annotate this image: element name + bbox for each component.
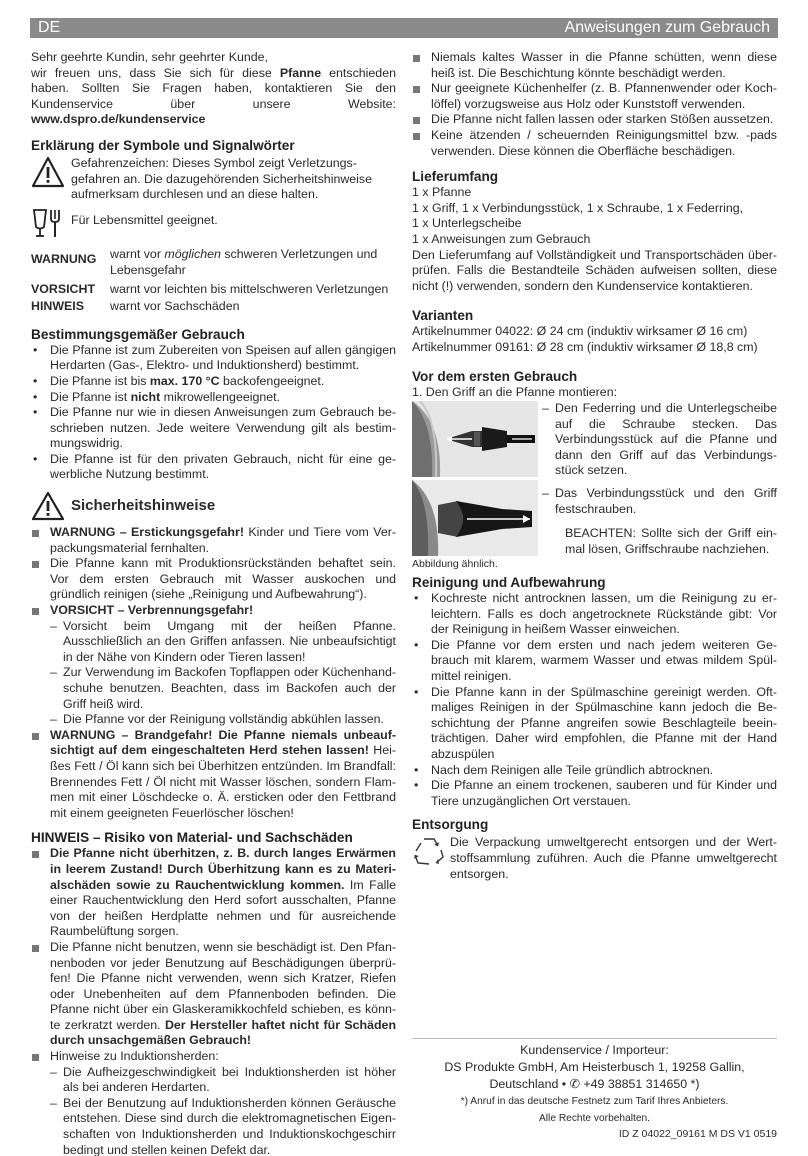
warnung-text	[110, 247, 396, 278]
reinigung-list	[412, 591, 777, 809]
assembly-steps	[542, 401, 777, 517]
intro-text: wir freuen uns, dass Sie sich für diese	[31, 65, 280, 80]
lieferumfang-item: 1 x Anweisungen zum Gebrauch	[412, 231, 591, 246]
list-item	[31, 603, 396, 728]
right-column	[412, 50, 777, 882]
list-item: • Die Pfanne vor dem ersten und nach jedem weiteren Gebrauch mit klarem, warmem Wasser und etwas mildem Spülmittel reinigen.	[412, 638, 777, 685]
sub-list	[50, 1065, 396, 1156]
warning-triangle-icon	[31, 491, 65, 521]
variant-item: Artikelnummer 04022: Ø 24 cm (induktiv wirksamer Ø 16 cm)	[412, 324, 748, 339]
sub-item: – Die Pfanne vor der Reinigung vollständig abkühlen lassen.	[50, 712, 396, 728]
danger-symbol-text: Gefahrenzeichen: Dieses Symbol zeigt Verletzungsgefahren an. Die dazugehörenden Sicherheitshinweise aufmerksam durchlesen und an diese halten.	[71, 155, 373, 202]
signal-hinweis	[31, 299, 396, 315]
item-bold: nicht	[130, 389, 161, 404]
signal-warnung	[31, 247, 396, 278]
assembly-instructions	[542, 401, 777, 557]
list-item	[31, 940, 396, 1049]
sub-item: – Die Aufheizgeschwindigkeit bei Induktionsherden ist höher als bei anderen Herdarten.	[50, 1065, 396, 1096]
item-bold: max. 170 °C	[149, 373, 220, 388]
list-item: • Kochreste nicht antrocknen lassen, um die Reinigung zu erleichtern. Falls es doch angetrocknete Rückstände gibt: Vor der Reinigung in heißem Wasser einweichen.	[412, 591, 777, 638]
sicherheit-heading: Sicherheitshinweise	[71, 497, 216, 515]
assembly-step: – Das Verbindungsstück und den Griff festschrauben.	[542, 486, 777, 517]
sicherheit-list	[31, 525, 396, 821]
variant-item: Artikelnummer 09161: Ø 28 cm (induktiv wirksamer Ø 18,8 cm)	[412, 339, 758, 354]
lieferumfang-note: Den Lieferumfang auf Vollständigkeit und Transportschäden überprüfen. Falls die Bestandteile Schäden aufweisen sollten, diese nicht (!) verwenden, sondern den Kundenservice kontaktieren.	[412, 247, 777, 293]
item-bold: Der Hersteller haftet nicht für Schäden durch unsachgemäßen Gebrauch!	[50, 1017, 397, 1048]
list-item: Niemals kaltes Wasser in die Pfanne schütten, wenn diese heiß ist. Die Beschichtung könnte beschädigt werden.	[412, 50, 777, 81]
item-text: mikrowellengeeignet.	[160, 389, 281, 404]
greeting: Sehr geehrte Kundin, sehr geehrter Kunde,	[31, 50, 268, 64]
warnung-text-a: warnt vor	[110, 247, 165, 262]
warnung-text-c: schweren Verletzungen und Lebensgefahr	[110, 247, 378, 277]
list-item: • Die Pfanne an einem trockenen, sauberen und für Kinder und Tiere unzugänglichen Ort verstauen.	[412, 778, 777, 809]
item-bold: VORSICHT – Verbrennungsgefahr!	[50, 603, 254, 618]
page-header	[30, 18, 778, 38]
signal-vorsicht	[31, 282, 396, 298]
item-text: backofengeeignet.	[219, 373, 325, 388]
item-text: Die Pfanne ist bis	[50, 373, 150, 388]
list-item: • Nach dem Reinigen alle Teile gründlich abtrocknen.	[412, 763, 777, 779]
assembly-note: BEACHTEN: Sollte sich der Griff einmal lösen, Griffschraube nachziehen.	[565, 526, 777, 556]
document-title: Anweisungen zum Gebrauch	[564, 19, 770, 37]
list-item	[31, 846, 396, 940]
list-item: • Die Pfanne ist für den privaten Gebrauch, nicht für eine gewerbliche Nutzung bestimmt.	[31, 452, 396, 483]
food-symbol-row	[31, 207, 396, 244]
symbols-heading: Erklärung der Symbole und Signalwörter	[31, 137, 295, 153]
step-1: 1. Den Griff an die Pfanne montieren:	[412, 384, 618, 399]
figure-caption: Abbildung ähnlich.	[412, 558, 498, 571]
list-item: Keine ätzenden / scheuernden Reinigungsmittel bzw. -pads verwenden. Diese können die Oberfläche beschädigen.	[412, 128, 777, 159]
vorsicht-text: warnt vor leichten bis mittelschweren Verletzungen	[110, 281, 389, 296]
list-item: Die Pfanne nicht fallen lassen oder starken Stößen aussetzen.	[412, 112, 777, 128]
list-item	[31, 728, 396, 822]
document-id: ID Z 04022_09161 M DS V1 0519	[618, 1128, 777, 1140]
list-item: Die Pfanne kann mit Produktionsrückständen behaftet sein. Vor dem ersten Gebrauch mit Wasser auskochen und gründlich reinigen (siehe „Reinigung und Aufbewahrung“).	[31, 556, 396, 603]
list-item	[31, 390, 396, 406]
list-item: • Die Pfanne ist zum Zubereiten von Speisen auf allen gängigen Herdarten (Gas-, Elektro- und Induktionsherd) bestimmt.	[31, 343, 396, 374]
list-item	[31, 374, 396, 390]
website-link[interactable]: www.dspro.de/kundenservice	[31, 112, 206, 127]
hinweis-label: HINWEIS	[31, 299, 85, 314]
lieferumfang-heading: Lieferumfang	[412, 169, 499, 185]
warning-triangle-icon	[31, 156, 71, 193]
intro-text-2: entschieden haben. Sollten Sie Fragen haben, kontaktieren Sie den Kundenservice über unsere Website:	[31, 65, 396, 111]
entsorgung-text: Die Verpackung umweltgerecht entsorgen und der Wertstoffsammlung zuführen. Auch die Pfanne umweltgerecht entsorgen.	[450, 835, 777, 881]
sub-item: – Zur Verwendung im Backofen Topflappen oder Küchenhandschuhe benutzen. Beachten, dass im Backofen auch der Griff heiß wird.	[50, 665, 396, 712]
list-item	[31, 525, 396, 556]
language-code: DE	[38, 19, 61, 37]
item-text: Die Pfanne nicht benutzen, wenn sie beschädigt ist. Den Pfannenboden vor jeder Benutzung auf Beschädigungen überprüfen! Die Pfanne nicht verwenden, wenn sich Kratzer, Riefen oder Unebenheiten auf dem Pfannenboden befinden. Die Pfanne nicht über ein Glaskeramikkochfeld schieben, es könnte zerkratzt werden.	[50, 939, 396, 1032]
food-symbol-text: Für Lebensmittel geeignet.	[71, 212, 218, 227]
list-item: Nur geeignete Küchenhelfer (z. B. Pfannenwender oder Kochlöffel) vorzugsweise aus Holz oder Kunststoff verwenden.	[412, 81, 777, 112]
hinweis-list	[31, 846, 396, 1156]
sub-list	[31, 619, 396, 728]
reinigung-heading: Reinigung und Aufbewahrung	[412, 575, 606, 591]
right-warnings-list	[412, 50, 777, 159]
lieferumfang-item: 1 x Unterlegscheibe	[412, 216, 522, 231]
sicherheit-title	[31, 491, 396, 521]
list-item	[31, 1049, 396, 1156]
hinweis-heading: HINWEIS – Risiko von Material- und Sachschäden	[31, 830, 353, 846]
item-text: Heißes Fett / Öl kann sich bei Überhitzen entzünden. Im Brandfall: Brennendes Fett / Öl nicht mit Wasser löschen, sondern Flammen mit einer Löschdecke o. Ä. ersticken oder den Fettbrand mit einem geeigneten Feuerlöscher löschen!	[50, 743, 396, 820]
footer-rights: Alle Rechte vorbehalten.	[539, 1113, 650, 1124]
item-text: Kinder und Tiere vom Verpackungsmaterial fernhalten.	[50, 525, 396, 555]
item-text: Die Pfanne ist	[50, 389, 131, 404]
hinweis-text: warnt vor Sachschäden	[110, 299, 240, 314]
warnung-text-b: möglichen	[164, 247, 221, 262]
footer-phone	[412, 1076, 777, 1093]
assembly-step: – Den Federring und die Unterlegscheibe auf die Schraube stecken. Das Verbindungsstück auf die Pfanne und dann den Griff auf das Verbindungsstück setzen.	[542, 401, 777, 479]
pan-handle-assembly-image	[412, 401, 538, 556]
recycling-icon	[412, 835, 450, 882]
sub-item: – Bei der Benutzung auf Induktionsherden können Geräusche entstehen. Diese sind durch die elektromagnetischen Eigenschaften von Induktionsherden und Induktionskochgeschirr bedingt und stellen keinen Defekt dar.	[50, 1096, 396, 1156]
intro-product: Pfanne	[279, 65, 322, 80]
lieferumfang-item: 1 x Pfanne	[412, 185, 472, 200]
glass-fork-icon	[31, 207, 71, 244]
footer-divider	[412, 1038, 777, 1039]
varianten-heading: Varianten	[412, 308, 474, 324]
sub-item: – Vorsicht beim Umgang mit der heißen Pfanne. Ausschließlich an den Griffen anfassen. Nie unbeaufsichtigt in der Nähe von Kindern oder Tieren lassen!	[50, 619, 396, 666]
list-item: • Die Pfanne nur wie in diesen Anweisungen zum Gebrauch beschrieben nutzen. Jede weitere Verwendung gilt als bestimmungswidrig.	[31, 405, 396, 452]
list-item: • Die Pfanne kann in der Spülmaschine gereinigt werden. Oftmaliges Reinigen in der Spülmaschine kann jedoch die Beschichtung der Pfanne angreifen sowie Beschlagteile beeinträchtigen. Daher wird empfohlen, die Pfanne mit der Hand abzuspülen	[412, 685, 777, 763]
item-bold: WARNUNG – Erstickungsgefahr!	[50, 525, 244, 540]
footer-note: *) Anruf in das deutsche Festnetz zum Tarif Ihres Anbieters.	[460, 1096, 729, 1107]
footer-line: DS Produkte GmbH, Am Heisterbusch 1, 19258 Gallin,	[444, 1060, 745, 1074]
assembly-figure	[412, 401, 777, 576]
phone-icon: ✆	[569, 1077, 580, 1091]
item-text: Im Falle einer Rauchentwicklung den Herd sofort ausschalten, Pfanne von der heißen Herdplatte nehmen und für ausreichende Raumbelüftung sorgen.	[50, 877, 396, 939]
footer-phone-number: +49 38851 314650 *)	[579, 1077, 700, 1091]
vorsicht-label: VORSICHT	[31, 281, 96, 296]
footer	[412, 1042, 777, 1127]
item-bold: WARNUNG – Brandgefahr! Die Pfanne niemals unbeaufsichtigt auf dem eingeschalteten Herd stehen lassen!	[50, 727, 396, 758]
danger-symbol-row	[31, 156, 396, 203]
lieferumfang-item: 1 x Griff, 1 x Verbindungsstück, 1 x Schraube, 1 x Federring,	[412, 200, 744, 215]
footer-line: Kundenservice / Importeur:	[520, 1043, 669, 1057]
intro-paragraph	[31, 66, 396, 128]
erster-heading: Vor dem ersten Gebrauch	[412, 368, 578, 384]
entsorgung-row	[412, 835, 777, 882]
item-text: Hinweise zu Induktionsherden:	[50, 1049, 219, 1064]
bestimmung-list	[31, 343, 396, 483]
bestimmung-heading: Bestimmungsgemäßer Gebrauch	[31, 326, 245, 342]
left-column	[31, 50, 396, 1156]
warnung-label: WARNUNG	[31, 252, 97, 267]
item-bold: Die Pfanne nicht überhitzen, z. B. durch langes Erwärmen in leerem Zustand! Durch Überhitzung kann es zu Materialschäden sowie zu Rauchentwicklung kommen.	[50, 846, 396, 892]
footer-country: Deutschland •	[489, 1077, 570, 1091]
entsorgung-heading: Entsorgung	[412, 817, 489, 833]
